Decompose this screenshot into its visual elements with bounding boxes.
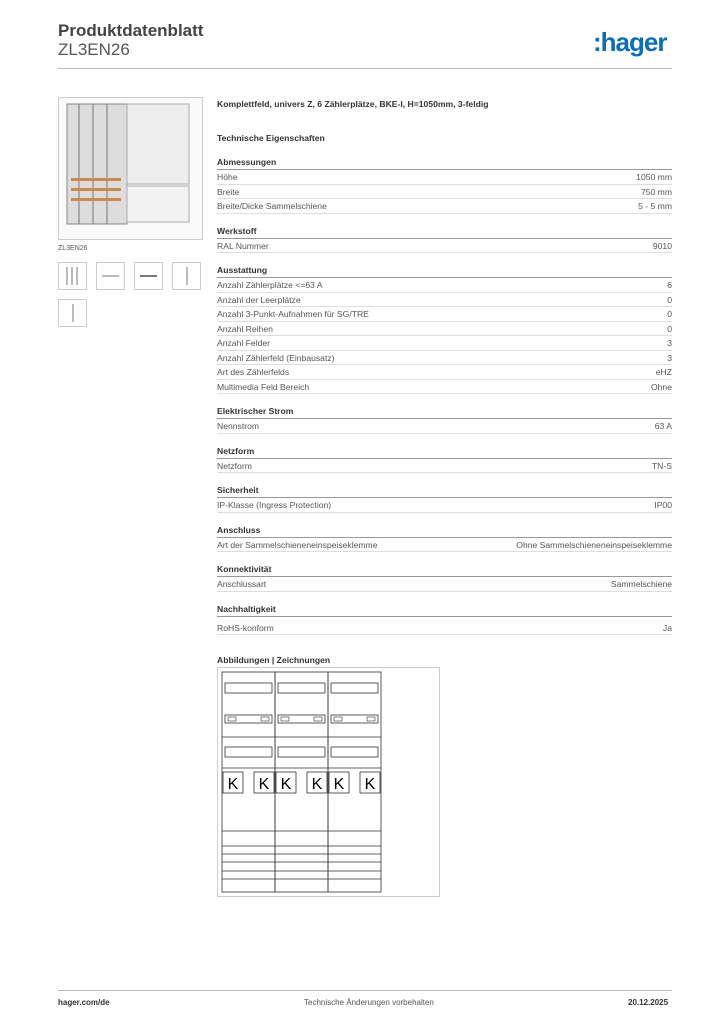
- spec-row: [217, 621, 672, 636]
- spec-label: Anschlussart: [217, 579, 267, 589]
- meter-label: K: [333, 776, 345, 793]
- spec-value: 9010: [652, 240, 672, 251]
- thumbnail-3[interactable]: [134, 262, 163, 290]
- section-heading: Abmessungen: [217, 155, 672, 170]
- spec-label: Anzahl Felder: [217, 338, 271, 348]
- spec-value: 0: [667, 294, 672, 305]
- product-description: Komplettfeld, univers Z, 6 Zählerplätze, BKE-I, H=1050mm, 3-feldig: [217, 99, 489, 109]
- spec-label: Breite/Dicke Sammelschiene: [217, 201, 327, 211]
- spec-value: 6: [667, 280, 672, 290]
- footer-divider: [58, 990, 672, 991]
- spec-row: [217, 239, 672, 254]
- spec-label: Breite: [217, 186, 240, 197]
- spec-row: [217, 170, 672, 185]
- meter-label: K: [311, 776, 323, 793]
- footer-date: 20.12.2025: [628, 998, 669, 1007]
- spec-section: [217, 523, 672, 553]
- spec-row: [217, 336, 672, 351]
- spec-row: [217, 538, 672, 553]
- spec-value: TN-S: [651, 460, 672, 471]
- spec-row: [217, 293, 672, 308]
- cover-panel: [278, 683, 325, 693]
- meter-label: K: [258, 776, 270, 793]
- spec-row: [217, 199, 672, 214]
- thumbnail-2[interactable]: [96, 262, 125, 290]
- section-heading: Werkstoff: [217, 224, 672, 239]
- spec-section: [217, 562, 672, 592]
- thumbnail-5[interactable]: [58, 299, 87, 327]
- thumbnail-1[interactable]: [58, 262, 87, 290]
- image-caption: ZL3EN26: [58, 245, 88, 252]
- technical-drawing: [217, 667, 440, 897]
- spec-row: [217, 278, 672, 293]
- cover-panel: [225, 683, 272, 693]
- spec-content: [217, 97, 672, 667]
- section-heading: Nachhaltigkeit: [217, 602, 672, 617]
- terminal-strip: [331, 715, 378, 723]
- spec-section: [217, 155, 672, 214]
- spec-section: [217, 444, 672, 474]
- spec-label: Multimedia Feld Bereich: [217, 381, 310, 392]
- drawings-heading: Abbildungen | Zeichnungen: [217, 655, 331, 665]
- spec-value: Sammelschiene: [610, 579, 672, 589]
- product-image: [58, 97, 203, 240]
- spec-value: 0: [667, 323, 672, 334]
- spec-section: [217, 224, 672, 254]
- cover-panel: [278, 747, 325, 757]
- spec-row: [217, 185, 672, 200]
- spec-row: [217, 322, 672, 337]
- spec-row: [217, 459, 672, 474]
- meter-label: K: [280, 776, 292, 793]
- spec-row: [217, 307, 672, 322]
- section-heading: Elektrischer Strom: [217, 404, 672, 419]
- section-heading: Anschluss: [217, 523, 672, 538]
- section-heading: Ausstattung: [217, 263, 672, 278]
- hager-logo: :hager: [593, 27, 667, 57]
- spec-row: [217, 380, 672, 395]
- spec-label: Nennstrom: [217, 421, 260, 431]
- spec-value: Ohne: [650, 381, 672, 392]
- spec-value: 750 mm: [640, 186, 672, 197]
- cover-panel: [331, 747, 378, 757]
- spec-label: Art der Sammelschieneneinspeiseklemme: [217, 539, 378, 550]
- terminal-strip: [225, 715, 272, 723]
- spec-section: [217, 263, 672, 394]
- spec-value: 5 - 5 mm: [638, 201, 672, 211]
- product-code: ZL3EN26: [58, 40, 130, 59]
- meter-label: K: [364, 776, 376, 793]
- section-heading: Netzform: [217, 444, 672, 459]
- spec-label: Höhe: [217, 172, 238, 182]
- section-heading: Sicherheit: [217, 483, 672, 498]
- meter-label: K: [227, 776, 239, 793]
- spec-value: Ohne Sammelschieneneinspeiseklemme: [516, 539, 672, 550]
- spec-value: 0: [667, 309, 672, 319]
- terminal-strip: [278, 715, 325, 723]
- spec-value: Ja: [662, 622, 672, 633]
- spec-label: IP-Klasse (Ingress Protection): [217, 500, 332, 510]
- spec-row: [217, 577, 672, 592]
- spec-label: Anzahl Zählerplätze <=63 A: [217, 280, 323, 290]
- spec-label: RoHS-konform: [217, 622, 274, 633]
- spec-label: Netzform: [217, 460, 252, 471]
- spec-value: 3: [667, 352, 672, 363]
- spec-value: 1050 mm: [636, 172, 672, 182]
- cover-panel: [225, 747, 272, 757]
- cover-panel: [331, 683, 378, 693]
- page-title: Produktdatenblatt: [58, 21, 204, 40]
- spec-row: [217, 498, 672, 513]
- spec-value: 63 A: [654, 421, 672, 431]
- spec-label: Art des Zählerfelds: [217, 367, 290, 377]
- spec-row: [217, 419, 672, 434]
- spec-label: Anzahl 3-Punkt-Aufnahmen für SG/TRE: [217, 309, 369, 319]
- spec-value: 3: [667, 338, 672, 348]
- footer-website[interactable]: hager.com/de: [58, 998, 110, 1007]
- spec-value: IP00: [654, 500, 672, 510]
- header-divider: [58, 68, 672, 69]
- spec-label: Anzahl Reihen: [217, 323, 273, 334]
- spec-label: Anzahl der Leerplätze: [217, 294, 301, 305]
- tech-heading: Technische Eigenschaften: [217, 133, 325, 143]
- section-heading: Konnektivität: [217, 562, 672, 577]
- spec-section: [217, 404, 672, 434]
- spec-label: RAL Nummer: [217, 240, 269, 251]
- spec-section: [217, 483, 672, 513]
- footer-disclaimer: Technische Änderungen vorbehalten: [304, 998, 434, 1007]
- spec-label: Anzahl Zählerfeld (Einbausatz): [217, 352, 335, 363]
- spec-row: [217, 351, 672, 366]
- thumbnail-4[interactable]: [172, 262, 201, 290]
- spec-row: [217, 365, 672, 380]
- spec-section: [217, 602, 672, 636]
- spec-value: eHZ: [655, 367, 672, 377]
